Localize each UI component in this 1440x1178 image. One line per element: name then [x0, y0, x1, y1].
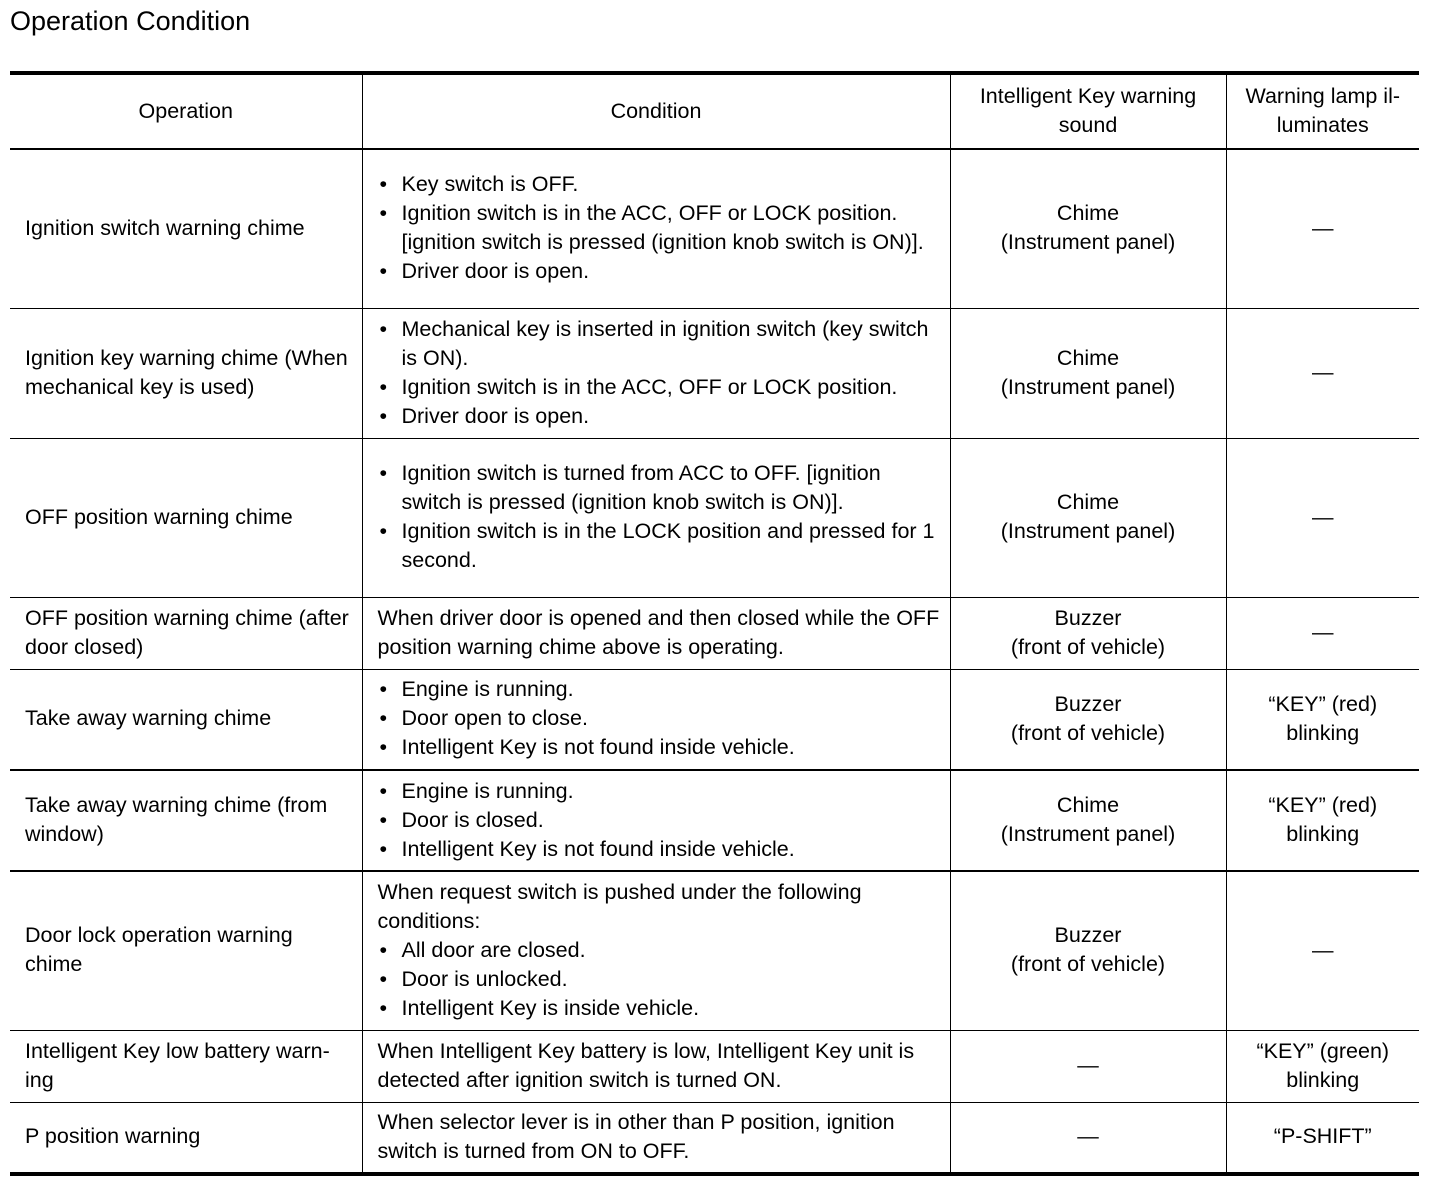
lamp-line: —: [1312, 504, 1334, 529]
sound-cell: [950, 770, 1226, 871]
sound-cell: [950, 308, 1226, 438]
table-row: [10, 308, 1419, 438]
condition-item: • Engine is running.: [378, 777, 942, 806]
sound-line: Buzzer: [1054, 923, 1122, 948]
header-lamp: Warning lamp il-luminates: [1226, 73, 1419, 149]
condition-item: • Door is closed.: [378, 806, 942, 835]
condition-item: • Door is unlocked.: [378, 965, 942, 994]
operation-cell: Ignition switch warning chime: [10, 149, 362, 308]
condition-cell: [362, 149, 950, 308]
sound-cell: [950, 149, 1226, 308]
sound-line: (Instrument panel): [1000, 519, 1176, 543]
lamp-line: blinking: [1286, 822, 1360, 846]
condition-cell: [362, 770, 950, 871]
lamp-cell: [1226, 1030, 1419, 1102]
lamp-line: “KEY” (red): [1268, 793, 1378, 817]
sound-line: Chime: [1056, 793, 1120, 817]
operation-cell: Take away warning chime: [10, 669, 362, 770]
condition-item: • Door open to close.: [378, 704, 942, 733]
condition-list: [378, 675, 942, 762]
sound-cell: [950, 669, 1226, 770]
operation-cell: Ignition key warning chime (When mechanical key is used): [10, 308, 362, 438]
sound-cell: [950, 871, 1226, 1030]
condition-text: When Intelligent Key battery is low, Intelligent Key unit is detected after ignition switch is turned ON.: [377, 1038, 915, 1092]
sound-line: (front of vehicle): [1010, 634, 1166, 659]
sound-line: (front of vehicle): [1010, 952, 1166, 977]
sound-cell: [950, 1102, 1226, 1174]
lamp-line: blinking: [1286, 720, 1360, 745]
lamp-line: “KEY” (red): [1268, 691, 1378, 716]
operation-cell: Door lock operation warning chime: [10, 871, 362, 1030]
lamp-line: blinking: [1286, 1067, 1360, 1092]
lamp-line: “KEY” (green): [1256, 1038, 1390, 1063]
lamp-line: —: [1312, 215, 1334, 240]
header-condition: Condition: [362, 73, 950, 149]
condition-cell: [362, 1030, 950, 1102]
lamp-cell: [1226, 438, 1419, 597]
condition-cell: [362, 438, 950, 597]
sound-line: Buzzer: [1054, 605, 1122, 630]
sound-line: (Instrument panel): [1000, 822, 1176, 846]
lamp-line: —: [1312, 937, 1334, 962]
operation-condition-table: [10, 71, 1419, 1176]
condition-item: • All door are closed.: [378, 936, 942, 965]
table-row: [10, 597, 1419, 669]
condition-cell: [362, 597, 950, 669]
page-title: Operation Condition: [10, 6, 251, 36]
condition-item: • Ignition switch is in the LOCK position and pressed for 1 second.: [378, 517, 942, 575]
operation-cell: OFF position warning chime (after door closed): [10, 597, 362, 669]
sound-line: (front of vehicle): [1010, 720, 1166, 745]
lamp-cell: [1226, 597, 1419, 669]
sound-line: Chime: [1056, 490, 1120, 514]
condition-text: When driver door is opened and then closed while the OFF position warning chime above is operating.: [377, 605, 940, 659]
table-row: [10, 871, 1419, 1030]
header-sound: Intelligent Key warning sound: [950, 73, 1226, 149]
sound-cell: [950, 438, 1226, 597]
condition-item: • Intelligent Key is inside vehicle.: [378, 994, 942, 1023]
table-row: [10, 669, 1419, 770]
sound-line: (Instrument panel): [1000, 230, 1176, 255]
lamp-cell: [1226, 669, 1419, 770]
sound-line: —: [1077, 1053, 1099, 1077]
condition-list: [378, 459, 942, 575]
condition-item: • Ignition switch is in the ACC, OFF or LOCK position. [ignition switch is pressed (ignition knob switch is ON)].: [378, 199, 942, 257]
condition-text: When selector lever is in other than P position, ignition switch is turned from ON to OFF.: [377, 1109, 895, 1163]
table-header-row: [10, 73, 1419, 149]
condition-item: • Engine is running.: [378, 675, 942, 704]
condition-cell: [362, 669, 950, 770]
lamp-line: —: [1312, 620, 1334, 644]
table-row: [10, 1030, 1419, 1102]
operation-cell: Intelligent Key low battery warn-ing: [10, 1030, 362, 1102]
lamp-cell: [1226, 149, 1419, 308]
lamp-line: —: [1312, 360, 1334, 384]
lamp-line: “P-SHIFT”: [1273, 1124, 1372, 1149]
sound-line: (Instrument panel): [1000, 374, 1176, 399]
condition-item: • Driver door is open.: [378, 402, 942, 431]
operation-cell: Take away warning chime (from window): [10, 770, 362, 871]
operation-cell: P position warning: [10, 1102, 362, 1174]
condition-cell: [362, 871, 950, 1030]
condition-item: • Intelligent Key is not found inside vehicle.: [378, 733, 942, 762]
condition-list: [378, 936, 942, 1023]
condition-list: [378, 170, 942, 286]
condition-item: • Mechanical key is inserted in ignition switch (key switch is ON).: [378, 315, 942, 373]
condition-item: • Intelligent Key is not found inside vehicle.: [378, 835, 942, 864]
condition-list: [378, 777, 942, 864]
sound-line: Chime: [1056, 345, 1120, 370]
sound-line: Buzzer: [1054, 691, 1122, 716]
table-row: [10, 149, 1419, 308]
table-row: [10, 770, 1419, 871]
operation-cell: OFF position warning chime: [10, 438, 362, 597]
condition-item: • Ignition switch is turned from ACC to OFF. [ignition switch is pressed (ignition knob switch is ON)].: [378, 459, 942, 517]
condition-item: • Key switch is OFF.: [378, 170, 942, 199]
sound-cell: [950, 597, 1226, 669]
sound-cell: [950, 1030, 1226, 1102]
sound-line: —: [1077, 1124, 1099, 1149]
sound-line: Chime: [1056, 201, 1120, 226]
condition-cell: [362, 1102, 950, 1174]
lamp-cell: [1226, 1102, 1419, 1174]
table-row: [10, 1102, 1419, 1174]
lamp-cell: [1226, 308, 1419, 438]
lamp-cell: [1226, 871, 1419, 1030]
condition-item: • Driver door is open.: [378, 257, 942, 286]
condition-text: When request switch is pushed under the following conditions:: [377, 879, 862, 933]
header-operation: Operation: [10, 73, 362, 149]
lamp-cell: [1226, 770, 1419, 871]
condition-item: • Ignition switch is in the ACC, OFF or LOCK position.: [378, 373, 942, 402]
condition-list: [378, 315, 942, 431]
condition-cell: [362, 308, 950, 438]
table-row: [10, 438, 1419, 597]
